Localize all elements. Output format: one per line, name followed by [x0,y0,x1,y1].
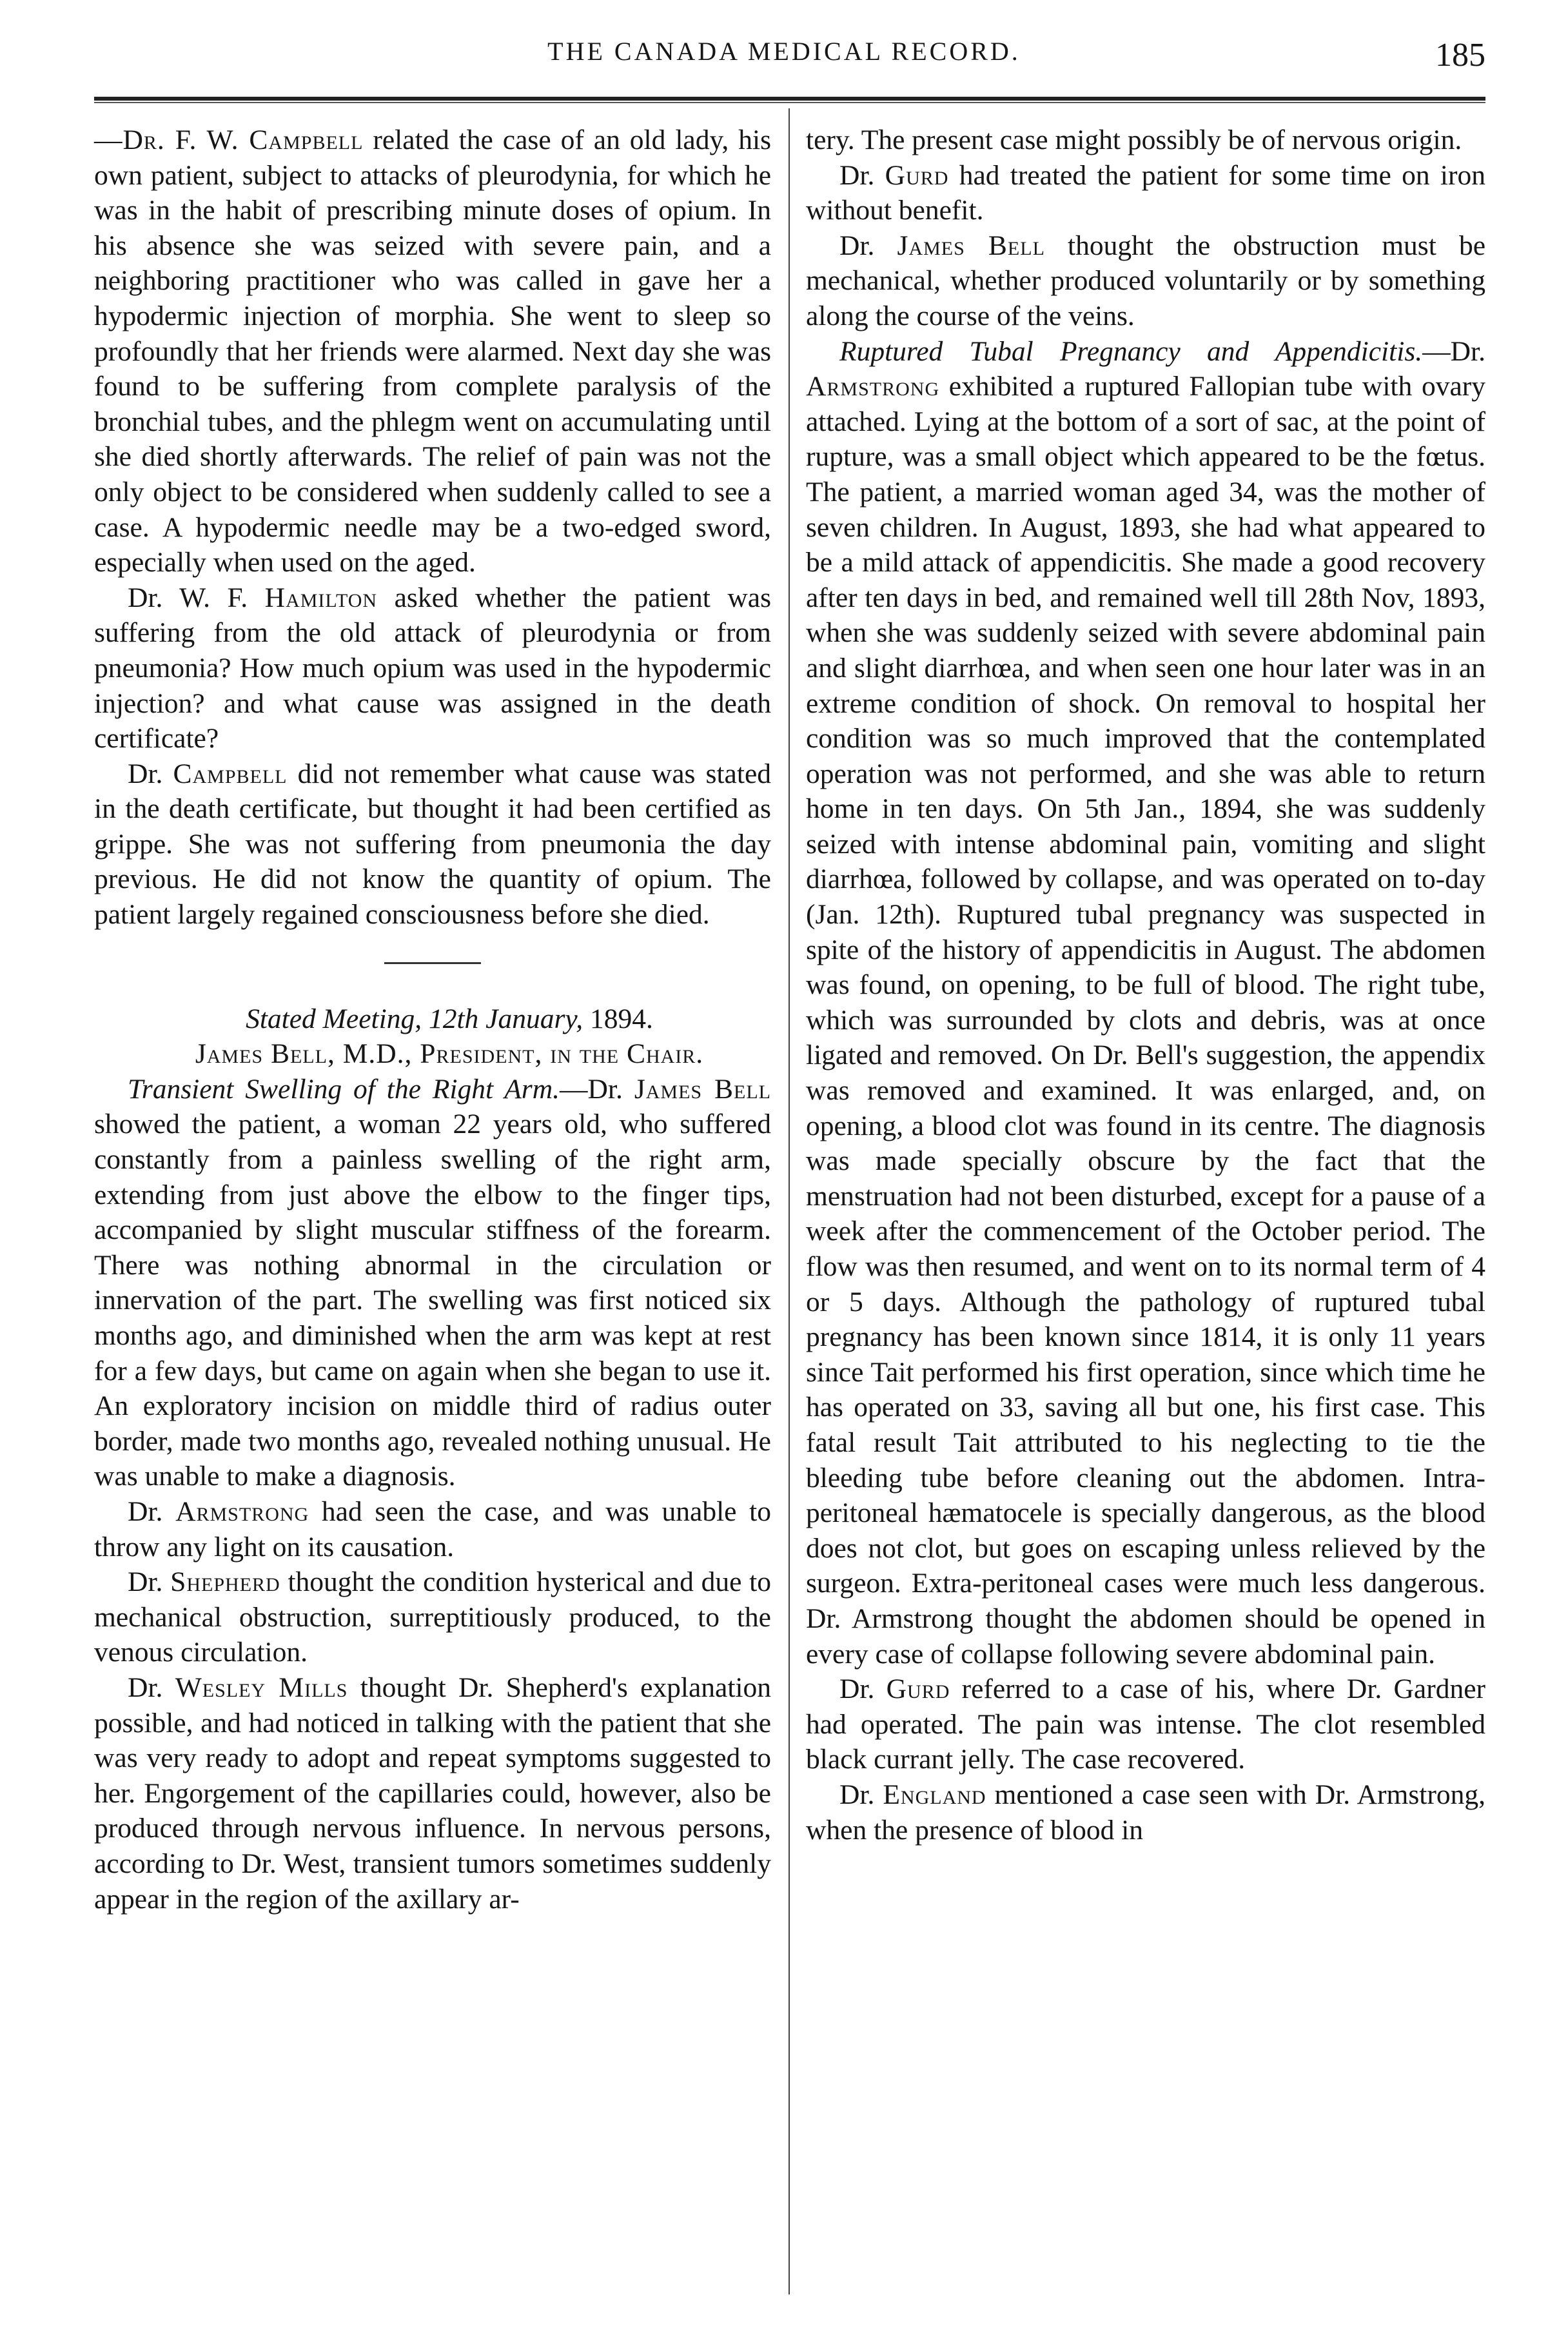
paragraph-text: thought the obstruction must be mechanical, whether produced voluntarily or by something along the course of the veins. [806,230,1486,331]
speaker-name: Armstrong [806,371,940,402]
paragraph-text: mentioned a case seen with Dr. Armstrong, when the presence of blood in [806,1779,1486,1846]
page-number: 185 [1435,37,1485,74]
speaker-prefix: Dr. [128,1672,175,1703]
paragraph-gurd-case [806,1672,1485,1777]
paragraph-mills-comment [94,1670,771,1917]
paragraph-text: did not remember what cause was stated in the death certificate, but thought it had been certified as grippe. She was not suffering from pneumonia the day previous. He did not know the quantity of opium. The patient largely regained consciousness before she died. [94,758,771,931]
paragraph-text: thought the condition hysterical and due to mechanical obstruction, surreptitiously produced, to the venous circulation. [94,1566,771,1668]
paragraph-ruptured-tubal [806,334,1485,1672]
title-dash: —Dr. [1422,335,1485,367]
paragraph-transient-swelling [94,1072,771,1494]
speaker-prefix: Dr. [128,758,173,789]
paragraph-text: had treated the patient for some time on iron without benefit. [806,159,1485,226]
speaker-name: Hamilton [264,582,378,613]
speaker-name: Campbell [173,758,288,789]
speaker-name: Wesley Mills [175,1672,348,1703]
speaker-prefix: Dr. [839,1673,887,1705]
speaker-prefix: Dr. [128,1566,171,1598]
paragraph-text: showed the patient, a woman 22 years old, who suffered constantly from a painless swelling of the right arm, extending from just above the elbow to the finger tips, accompanied by slight muscular stiffness of the forearm. There was nothing abnormal in the circulation or innervation of the part. The swelling was first noticed six months ago, and diminished when the arm was kept at rest for a few days, but came on again when she began to use it. An exploratory incision on middle third of radius outer border, made two months ago, revealed nothing unusual. He was unable to make a diagnosis. [94,1109,771,1492]
speaker-name: Armstrong [175,1495,309,1527]
speaker-name: —Dr. F. W. Campbell [94,124,364,155]
paragraph-text: asked whether the patient was suffering from the old attack of pleurodynia or from pneumonia? How much opium was used in the hypodermic injection? and what cause was assigned in the death certificate? [94,582,771,755]
paragraph-text: tery. The present case might possibly be of nervous origin. [806,124,1462,155]
paragraph-text: had seen the case, and was unable to throw any light on its causation. [94,1495,771,1563]
paragraph-text: thought Dr. Shepherd's explanation possible, and had noticed in talking with the patient that she was very ready to adopt and repeat symptoms suggested to her. Engorgement of the capillaries could, however, also be produced through nervous influence. In nervous persons, according to Dr. West, transient tumors sometimes suddenly appear in the region of the axillary ar- [94,1672,771,1915]
speaker-name: Gurd [886,1673,950,1705]
speaker-name: Shepherd [170,1566,280,1598]
paragraph-bell-obstruction [806,228,1485,334]
chair-line: James Bell, M.D., President, in the Chair. [195,1038,704,1070]
paragraph-campbell-case [94,123,771,580]
speaker-name: James Bell [634,1073,771,1105]
paragraph-england-case [806,1777,1485,1848]
case-title: Transient Swelling of the Right Arm. [128,1073,560,1105]
case-title: Ruptured Tubal Pregnancy and Appendicitis. [839,335,1423,367]
speaker-name: James Bell [897,230,1045,261]
section-rule [384,962,481,964]
speaker-prefix: Dr. [839,1779,883,1810]
speaker-prefix: Dr. [128,1495,176,1527]
speaker-prefix: Dr. [839,159,885,191]
header-rule [94,97,1485,103]
paragraph-text: exhibited a ruptured Fallopian tube with ovary attached. Lying at the bottom of a sort of sac, at the point of rupture, was a small object which appeared to be the fœtus. The patient, a married woman aged 34, was the mother of seven children. In August, 1893, she had what appeared to be a mild attack of appendicitis. She made a good recovery after ten days in bed, and remained well till 28th Nov, 1893, when she was suddenly seized with severe abdominal pain and slight diarrhœa, and when seen one hour later was in an extreme condition of shock. On removal to hospital her condition was so much improved that the contemplated operation was not performed, and she was able to return home in ten days. On 5th Jan., 1894, she was suddenly seized with intense abdominal pain, vomiting and slight diarrhœa, followed by collapse, and was operated on to-day (Jan. 12th). Ruptured tubal pregnancy was suspected in spite of the history of appendicitis in August. The abdomen was found, on opening, to be full of blood. The right tube, which was surrounded by clots and debris, was at once ligated and removed. On Dr. Bell's suggestion, the appendix was removed and examined. It was enlarged, and, on opening, a blood clot was found in its centre. The diagnosis was made specially obscure by the fact that the menstruation had not been disturbed, except for a pause of a week after the commencement of the October period. The flow was then resumed, and went on to its normal term of 4 or 5 days. Although the pathology of ruptured tubal pregnancy has been known since 1814, it is only 11 years since Tait performed his first operation, since which time he has operated on 33, saving all but one, his first case. This fatal result Tait attributed to his neglecting to tie the bleeding tube before cleaning out the abdomen. Intra-peritoneal hæmatocele is specially dangerous, as the blood does not clot, but goes on escaping unless relieved by the surgeon. Extra-peritoneal cases were much less dangerous. Dr. Armstrong thought the abdomen should be opened in every case of collapse following severe abdominal pain. [806,371,1485,1670]
speaker-name: Gurd [885,159,949,191]
speaker-prefix: Dr. W. F. [128,582,265,613]
paragraph-armstrong-comment [94,1494,771,1564]
journal-title: THE CANADA MEDICAL RECORD. [547,37,1021,66]
paragraph-text: referred to a case of his, where Dr. Gardner had operated. The pain was intense. The clot resembled black currant jelly. The case recovered. [806,1673,1486,1775]
speaker-prefix: Dr. [839,230,897,261]
running-head [0,39,1568,90]
meeting-heading [94,1001,771,1037]
paragraph-text: related the case of an old lady, his own patient, subject to attacks of pleurodynia, for which he was in the habit of prescribing minute doses of opium. In his absence she was seized with severe pain, and a neighboring practitioner who was called in gave her a hypodermic injection of morphia. She went to sleep so profoundly that her friends were alarmed. Next day she was found to be suffering from complete paralysis of the bronchial tubes, and the phlegm went on accumulating until she died shortly afterwards. The relief of pain was not the only object to be considered when suddenly called to see a case. A hypodermic needle may be a two-edged sword, especially when used on the aged. [94,124,771,578]
paragraph-hamilton-question [94,580,771,756]
column-divider [789,108,790,2294]
title-dash: —Dr. [560,1073,634,1105]
right-column [806,123,1485,1848]
paragraph-shepherd-comment [94,1564,771,1670]
paragraph-continuation [806,123,1485,158]
meeting-heading-year: 1894. [583,1003,653,1034]
paragraph-gurd-iron [806,158,1485,228]
paragraph-campbell-reply [94,756,771,932]
meeting-heading-italic: Stated Meeting, 12th January, [246,1003,583,1034]
left-column [94,123,771,1917]
speaker-name: England [883,1779,986,1810]
